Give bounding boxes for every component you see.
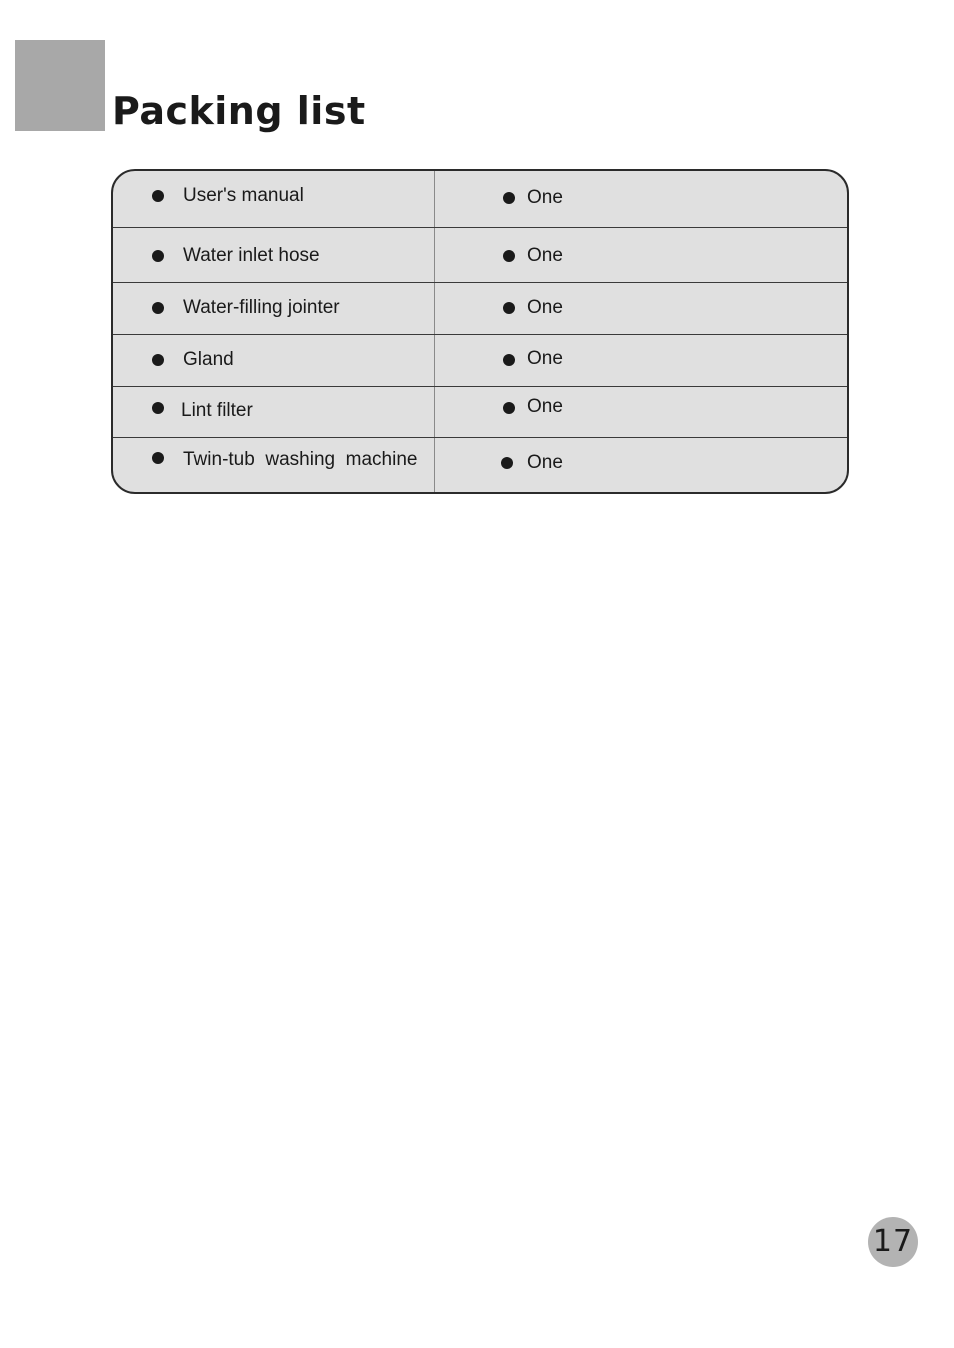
bullet-icon [152, 402, 164, 414]
column-divider [434, 228, 435, 282]
packing-list-table [111, 169, 849, 494]
column-divider [434, 171, 435, 227]
column-divider [434, 438, 435, 494]
bullet-icon [152, 302, 164, 314]
table-row [113, 438, 847, 494]
item-name: Water inlet hose [183, 245, 320, 266]
table-row [113, 387, 847, 438]
page-number: 17 [868, 1217, 918, 1267]
bullet-icon [503, 192, 515, 204]
item-name: Twin-tub washing machine [183, 449, 418, 470]
table-row [113, 228, 847, 283]
column-divider [434, 387, 435, 437]
item-quantity: One [527, 245, 563, 266]
column-divider [434, 283, 435, 334]
item-quantity: One [527, 452, 563, 473]
item-quantity: One [527, 187, 563, 208]
bullet-icon [503, 302, 515, 314]
bullet-icon [152, 452, 164, 464]
bullet-icon [503, 354, 515, 366]
table-row [113, 283, 847, 335]
item-quantity: One [527, 348, 563, 369]
item-name: User's manual [183, 185, 304, 206]
bullet-icon [501, 457, 513, 469]
item-name: Gland [183, 349, 234, 370]
item-quantity: One [527, 297, 563, 318]
bullet-icon [152, 354, 164, 366]
item-quantity: One [527, 396, 563, 417]
table-row [113, 335, 847, 387]
bullet-icon [152, 250, 164, 262]
bullet-icon [152, 190, 164, 202]
table-row [113, 171, 847, 228]
item-name: Water-filling jointer [183, 297, 340, 318]
bullet-icon [503, 250, 515, 262]
column-divider [434, 335, 435, 386]
bullet-icon [503, 402, 515, 414]
item-name: Lint filter [181, 400, 253, 421]
header-accent-block [15, 40, 105, 131]
page-title: Packing list [112, 89, 366, 133]
